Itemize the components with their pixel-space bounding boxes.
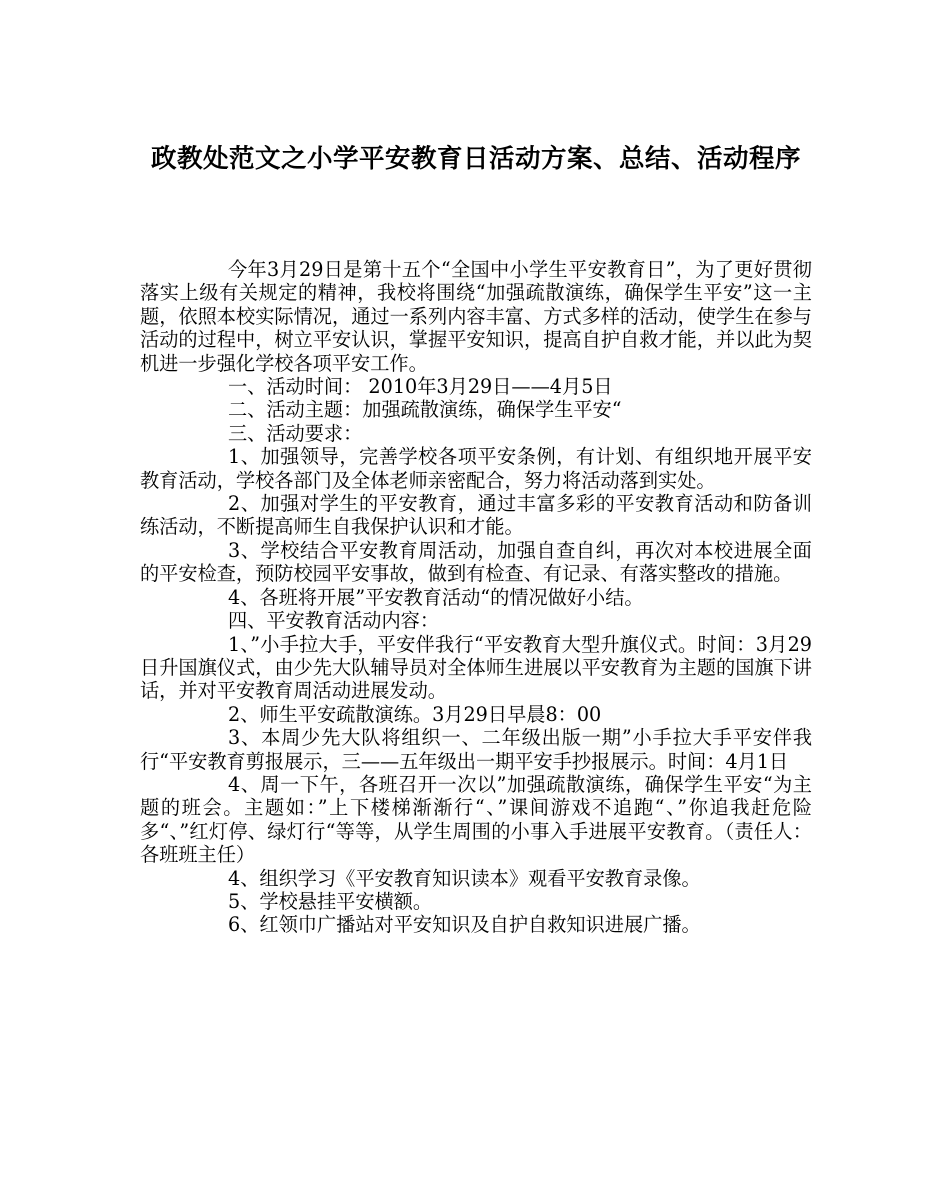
content-item: 6、红领巾广播站对平安知识及自护自救知识进展广播。 [228, 913, 701, 937]
document-title: 政教处范文之小学平安教育日活动方案、总结、活动程序 [150, 144, 801, 174]
requirements-heading: 三、活动要求： [228, 421, 363, 445]
document-body [140, 258, 812, 937]
activity-time: 一、活动时间： 2010年3月29日——4月5日 [228, 375, 613, 399]
content-item: 4、组织学习《平安教育知识读本》观看平安教育录像。 [228, 866, 701, 890]
requirement-item: 3、学校结合平安教育周活动，加强自查自纠，再次对本校进展全面的平安检查，预防校园平安事故，做到有检查、有记录、有落实整改的措施。 [140, 538, 812, 586]
content-item: 3、本周少先大队将组织一、二年级出版一期”小手拉大手平安伴我行“平安教育剪报展示，三——五年级出一期平安手抄报展示。时间：4月1日 [140, 726, 812, 773]
content-item: 2、师生平安疏散演练。3月29日早晨8：00 [228, 702, 602, 726]
requirement-item: 4、各班将开展”平安教育活动“的情况做好小结。 [228, 585, 644, 609]
content-item: 4、周一下午，各班召开一次以”加强疏散演练，确保学生平安“为主题的班会。主题如：”上下楼梯渐渐行“、”课间游戏不追跑“、”你追我赶危险多“、”红灯停、绿灯行“等等，从学生周围的小事入手进展平安教育。（责任人：各班班主任） [140, 772, 812, 867]
requirement-item: 2、加强对学生的平安教育，通过丰富多彩的平安教育活动和防备训练活动，不断提高师生自我保护认识和才能。 [140, 492, 812, 539]
requirement-item: 1、加强领导，完善学校各项平安条例，有计划、有组织地开展平安教育活动，学校各部门及全体老师亲密配合，努力将活动落到实处。 [140, 445, 812, 492]
intro-paragraph: 今年3月29日是第十五个“全国中小学生平安教育日”，为了更好贯彻落实上级有关规定的精神，我校将围绕“加强疏散演练，确保学生平安”这一主题，依照本校实际情况，通过一系列内容丰富、方式多样的活动，使学生在参与活动的过程中，树立平安认识，掌握平安知识，提高自护自救才能，并以此为契机进一步强化学校各项平安工作。 [140, 258, 812, 375]
activity-theme: 二、活动主题：加强疏散演练，确保学生平安“ [228, 398, 622, 422]
content-item: 1、”小手拉大手，平安伴我行“平安教育大型升旗仪式。时间：3月29日升国旗仪式，由少先大队辅导员对全体师生进展以平安教育为主题的国旗下讲话，并对平安教育周活动进展发动。 [140, 632, 812, 703]
content-heading: 四、平安教育活动内容： [228, 609, 440, 633]
content-item: 5、学校悬挂平安横额。 [228, 889, 433, 913]
